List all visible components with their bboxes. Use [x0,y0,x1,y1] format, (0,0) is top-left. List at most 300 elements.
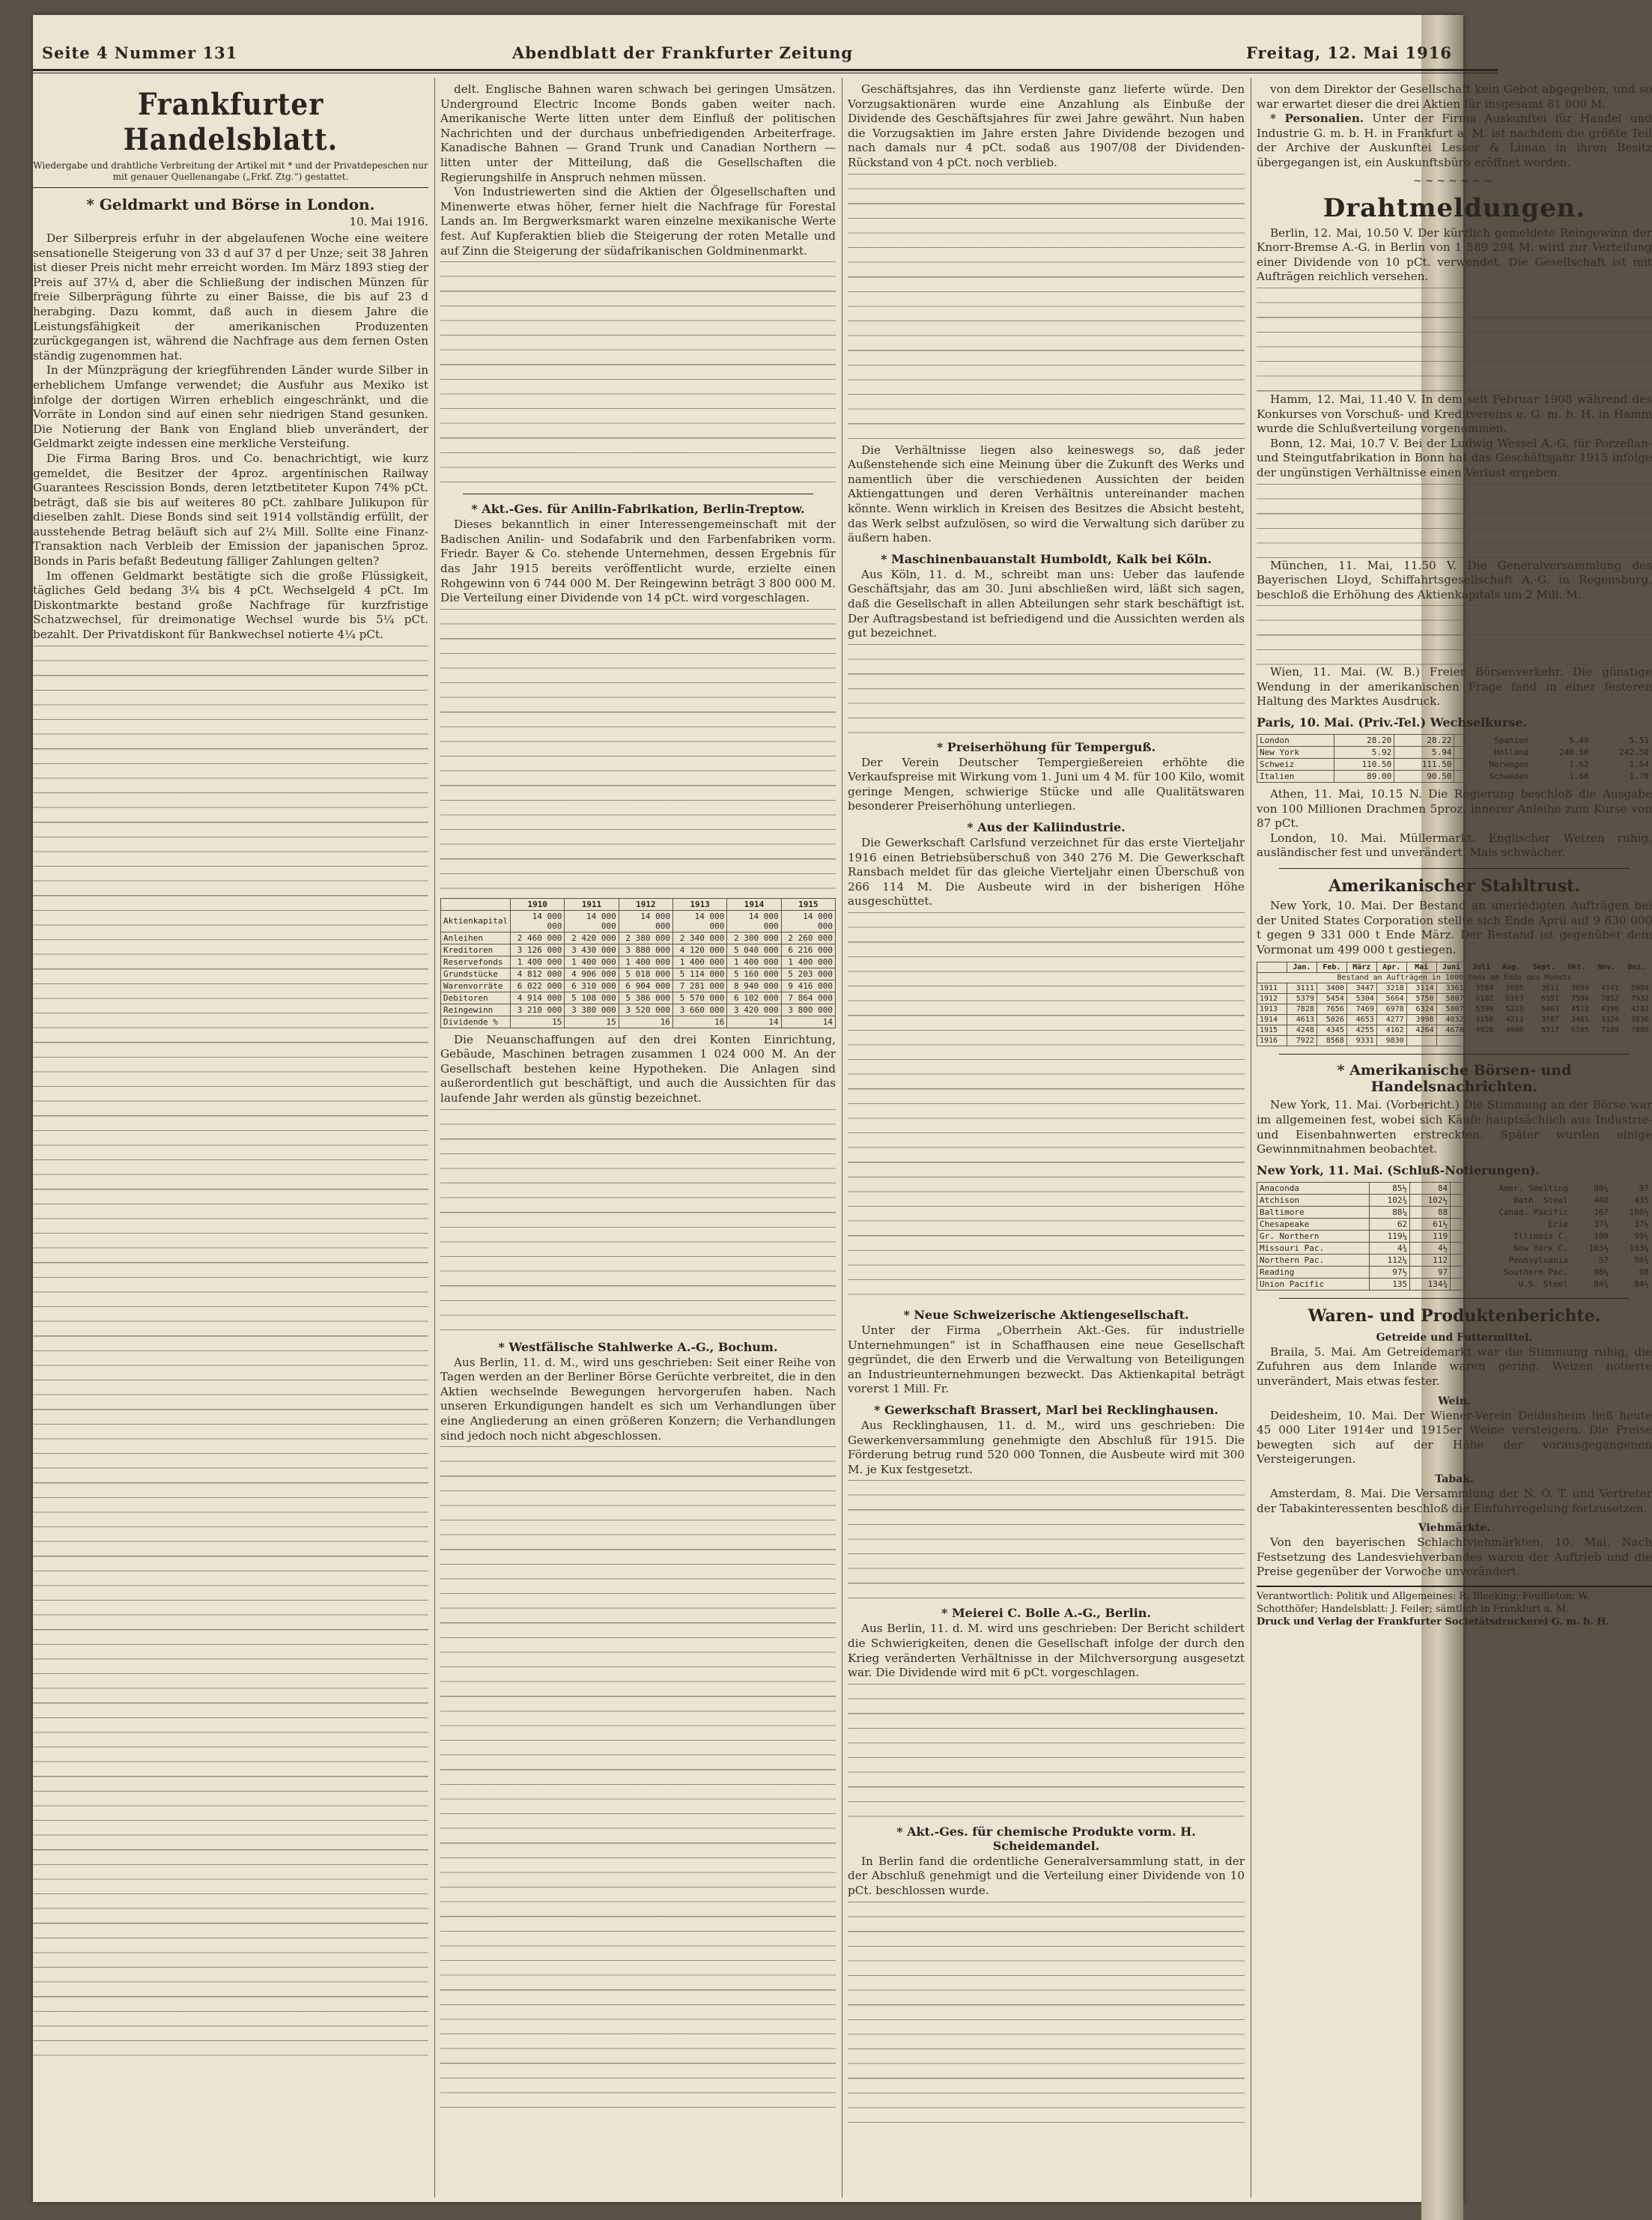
table-cell: 99½ [1611,1230,1651,1242]
paragraph: Dieses bekanntlich in einer Interessengemeinschaft mit der Badischen Anilin- und Sodafabrik und den Farbenfabriken vorm. Friedr. Bayer & Co. stehende Unternehmen, dessen Ergebnis für das Jahr 1915 bereits veröffentlicht wurde, erzielte einen Rohgewinn von 6 744 000 M. Der Reingewinn beträgt 3 800 000 M. Die Verteilung einer Dividende von 14 pCt. wird vorgeschlagen. [440,518,836,605]
table-cell: 9830 [1376,1036,1406,1046]
table-cell: 5 203 000 [781,968,835,980]
table-row [1257,771,1652,783]
table-cell: 5750 [1406,994,1436,1004]
table-cell: 4396 [1592,1004,1622,1015]
table-cell: 4928 [1466,1025,1496,1036]
table-header-cell: Mai [1406,962,1436,973]
paragraph: Die Firma Baring Bros. und Co. benachrichtigt, wie kurz gemeldet, die Besitzer der 4proz. argentinischen Railway Guarantees Rescission Bonds, deren letztbetiteter Kupon 74% pCt. beträgt, daß sie bis auf weiteres 80 pCt. zahlbare Julikupon für dieselben zahlt. Diese Bonds sind seit 1914 vollständig erfüllt, der ausstehende Betrag beläuft sich auf 2¼ Mill. Sollte eine Finanz-Transaktion nach Verbleib der Emission der japanischen 5proz. Bonds in Paris befaßt Bedeutung fälliger Zahlungen gelten? [33,451,428,568]
table-cell: 14 000 000 [511,910,565,932]
table-cell: London [1257,735,1334,747]
table-cell: 6324 [1406,1004,1436,1015]
table-cell: 84 [1410,1182,1451,1194]
paragraph: Aus Berlin, 11. d. M., wird uns geschrieben: Seit einer Reihe von Tagen werden an der Berliner Börse Gerüchte verbreitet, die in den Aktien wechselnde Bewegungen hervorgerufen haben. Nach unseren Erkundigungen handelt es sich um Verhandlungen über eine Angliederung an einen größeren Konzern; die Verhandlungen sind jedoch noch nicht abgeschlossen. [440,1355,836,1443]
article-personalien [1257,112,1652,170]
table-row [1257,1230,1652,1242]
table-cell: 4264 [1406,1025,1436,1036]
article-col3-body [848,82,1245,171]
paris-exchange-title: Paris, 10. Mai. (Priv.-Tel.) Wechselkurse. [1257,715,1528,730]
table-cell: 3 210 000 [511,1004,565,1016]
table-cell: 4345 [1317,1025,1346,1036]
table-cell: 14 000 000 [781,910,835,932]
table-cell: 3 660 000 [673,1004,727,1016]
table-row [441,992,836,1004]
table-cell: Beth. Steel [1451,1194,1571,1206]
table-cell: 4613 [1287,1015,1317,1025]
table-cell: 6 904 000 [619,980,672,992]
table-row [1257,1036,1652,1046]
table-cell: 5317 [1526,1025,1562,1036]
header-rule [33,69,1498,71]
paragraph: Geschäftsjahres, das ihn Verdienste ganz lieferte würde. Den Vorzugsaktionären wurde eine Anzahlung als Einbuße der Dividende des Geschäftsjahres für zwei Jahre gewährt. Nun haben die Vorzugsaktien im Jahre ersten Jahre Dividende bezogen und nach damals nur 4 pCt. sodaß aus 1907/08 der Dividenden-Rückstand von 4 pCt. noch verblieb. [848,82,1245,169]
wein-body [1257,1409,1652,1467]
table-cell: 2 460 000 [511,932,565,944]
table-cell: Grundstücke [441,968,511,980]
table-cell: 9 416 000 [781,980,835,992]
table-header-cell: 1911 [565,898,619,910]
continued-text-lines [848,1480,1245,1600]
table-cell: 3 800 000 [781,1004,835,1016]
table-header-cell: Okt. [1562,962,1592,973]
article-humboldt-body [848,568,1245,641]
section-title-personalien: * Personalien. [1270,112,1364,126]
table-cell: 14 [781,1016,835,1028]
stahltrust-heading: Amerikanischer Stahltrust. [1328,876,1580,897]
table-cell: 1 400 000 [781,956,835,968]
table-cell: 2 380 000 [619,932,672,944]
paragraph: Die Neuanschaffungen auf den drei Konten Einrichtung, Gebäude, Maschinen betragen zusammen 1 024 000 M. An der Gesellschaft bestehen keine Hypotheken. Die Anlagen sind außerordentlich gut beschäftigt, und auch die Aussichten für das laufende Jahr werden als günstig bezeichnet. [440,1032,836,1106]
ornament-rule: ~~~~~~~ [1412,175,1496,187]
table-cell: 5 386 000 [619,992,672,1004]
table-cell: 5304 [1346,994,1376,1004]
paragraph: Deidesheim, 10. Mai. Der Wiener-Verein Deidesheim ließ heute 45 000 Liter 1914er und 1915er Weine versteigern. Die Preise bewegten sich auf der Höhe der vorausgegangenen Versteigerungen. [1257,1408,1652,1467]
table-cell [1466,1036,1496,1046]
vieh-body [1257,1535,1652,1580]
table-row [441,932,836,944]
table-header-cell: 1910 [511,898,565,910]
table-cell: 6182 [1466,994,1496,1004]
table-cell: 7828 [1287,1004,1317,1015]
table-cell: 242.50 [1591,747,1651,759]
table-cell: 2 420 000 [565,932,619,944]
article-schweiz-body [848,1323,1245,1397]
table-header-cell: März [1346,962,1376,973]
table-cell [1562,1036,1592,1046]
table-cell: 6 310 000 [565,980,619,992]
continued-text-lines [440,609,836,894]
table-cell: 1 400 000 [727,956,781,968]
table-cell: 5379 [1287,994,1317,1004]
table-cell: 9331 [1346,1036,1376,1046]
table-cell: 1.62 [1531,759,1591,771]
article-separator [1279,868,1630,869]
paragraph: Die Gewerkschaft Carlsfund verzeichnet für das erste Vierteljahr 1916 einen Betriebsüberschuß von 340 276 M. Die Gewerkschaft Ransbach meldet für das gleiche Vierteljahr einen Überschuß von 266 114 M. Die Ausbeute wird in der bisherigen Höhe ausgeschüttet. [848,836,1245,909]
tabak-body [1257,1487,1652,1516]
table-cell: 5 570 000 [673,992,727,1004]
table-cell: 4 906 000 [565,968,619,980]
table-cell: 5454 [1317,994,1346,1004]
table-cell: 62 [1370,1218,1410,1230]
table-row [1257,1254,1652,1266]
table-header-cell: Dez. [1621,962,1651,973]
table-cell: Warenvorräte [441,980,511,992]
table-cell: Spanien [1454,735,1531,747]
table-cell: 3447 [1346,983,1376,994]
reprint-notice: Wiedergabe und drahtliche Verbreitung der Artikel mit * und der Privatdepeschen nur mit genauer Quellenangabe („Frkf. Ztg.“) gestattet. [33,160,428,188]
table-cell: 110.50 [1334,759,1394,771]
table-cell: 102¾ [1370,1194,1410,1206]
imprint-editors: Verantwortlich: Politik und Allgemeines: R. Bleeking; Feuilleton: W. Schotthöfer; Handelsblatt: J. Feiler; sämtlich in Frankfurt a. M. [1257,1590,1590,1615]
table-row [1257,1182,1652,1194]
table-cell: 7594 [1562,994,1592,1004]
table-row [441,980,836,992]
ny-section-heading: * Amerikanische Börsen- und Handelsnachrichten. [1337,1062,1572,1096]
getreide-body [1257,1345,1652,1389]
section-title-london: * Geldmarkt und Börse in London. [86,195,375,213]
table-cell: 3 380 000 [565,1004,619,1016]
article-brassert-body [848,1419,1245,1477]
continued-text-lines [1257,484,1652,559]
table-cell: 5.94 [1394,747,1454,759]
continued-text-lines [440,1109,836,1334]
table-row [1257,1025,1652,1036]
table-header-cell: Jan. [1287,962,1317,973]
paragraph: New York, 11. Mai. (Vorbericht.) Die Stimmung an der Börse war im allgemeinen fest, wobei sich Käufe hauptsächlich aus Industrie- und Eisenbahnwerten erstreckten. Später wurden einige Gewinnmitnahmen beobachtet. [1257,1098,1652,1156]
table-cell: 16 [619,1016,672,1028]
table-cell: 1 400 000 [619,956,672,968]
table-cell: Aktienkapital [441,910,511,932]
table-cell: 5 160 000 [727,968,781,980]
stahltrust-body [1257,899,1652,957]
paragraph: Hamm, 12. Mai, 11.40 V. In dem seit Februar 1908 während des Konkurses von Vorschuß- und Kreditvereins e. G. m. b. H. in Hamm wurde die Schlußverteilung vorgenommen. [1257,392,1652,436]
table-cell: 28.22 [1394,735,1454,747]
paragraph: London, 10. Mai. Müllermarkt. Englischer Weizen ruhig, ausländischer fest und unverändert. Mais schwächer. [1257,831,1652,860]
table-cell [1526,1036,1562,1046]
ny-quotes-title: New York, 11. Mai. (Schluß-Notierungen). [1257,1162,1540,1177]
table-cell: 1.70 [1591,771,1651,783]
table-cell: 16 [673,1016,727,1028]
getreide-subheading: Getreide und Futtermittel. [1376,1331,1533,1344]
table-cell: 97 [1410,1266,1451,1278]
table-cell: Reading [1257,1266,1370,1278]
imprint-publisher: Druck und Verlag der Frankfurter Societätsdruckerei G. m. b. H. [1257,1616,1610,1628]
table-cell: 4653 [1346,1015,1376,1025]
table-cell: 4908 [1496,1025,1526,1036]
table-cell: 7932 [1621,994,1651,1004]
table-cell: 166½ [1611,1206,1651,1218]
table-cell: 6978 [1376,1004,1406,1015]
table-cell: 1911 [1257,983,1287,994]
paragraph: Der Silberpreis erfuhr in der abgelaufenen Woche eine weitere sensationelle Steigerung von 33 d auf 37 d per Unze; seit 38 Jahren ist dieser Preis nicht mehr erreicht worden. Im März 1893 stieg der Preis auf 37¼ d, aber die Schließung der indischen Münzen für freie Silberprägung führte zu einer Baisse, die bis auf 23 d herabging. Dazu kommt, daß auch in diesem Jahre die Leistungsfähigkeit der amerikanischen Produzenten zurückgegangen ist, während die Nachfrage aus dem fernen Osten ständig zugenommen hat. [33,231,428,363]
table-cell: 134¾ [1410,1278,1451,1290]
table-cell [1496,1036,1526,1046]
table-row [1257,1278,1652,1290]
table-cell: 7 864 000 [781,992,835,1004]
table-cell: 3695 [1496,983,1526,994]
table-cell: 5.51 [1591,735,1651,747]
table-row [441,1016,836,1028]
table-header-cell [1257,962,1287,973]
ny-body [1257,1098,1652,1156]
table-cell: 3 420 000 [727,1004,781,1016]
table-cell: Anleihen [441,932,511,944]
table-cell: Schweden [1454,771,1531,783]
table-cell: Kreditoren [441,944,511,956]
table-cell: 3998 [1406,1015,1436,1025]
table-cell: 3400 [1317,983,1346,994]
paragraph [1257,112,1652,170]
table-cell: 7922 [1287,1036,1317,1046]
table-cell: 97 [1611,1182,1651,1194]
paragraph: Berlin, 12. Mai, 10.50 V. Der kürzlich gemeldete Reingewinn der Knorr-Bremse A.-G. in Berlin von 1 589 294 M. wird zur Verteilung einer Dividende von 10 pCt. verwendet. Die Gesellschaft ist mit Aufträgen reichlich versehen. [1257,225,1652,284]
table-cell: 4282 [1621,1004,1651,1015]
paragraph: Im offenen Geldmarkt bestätigte sich die große Flüssigkeit, tägliches Geld bedang 3¼ bis 4 pCt. Wechselgeld 4 pCt. Im Diskontmarkte bestand große Nachfrage für kurzfristige Schatzwechsel, für dreimonatige Wechsel wurde bis 5¼ pCt. bezahlt. Der Privatdiskont für Bankwechsel notierte 4¼ pCt. [33,568,428,642]
section-title-schweizerische: * Neue Schweizerische Aktiengesellschaft. [903,1308,1189,1323]
paragraph: Bonn, 12. Mai, 10.7 V. Bei der Ludwig Wessel A.-G. für Porzellan- und Steingutfabrikation in Bonn hat das Geschäftsjahr 1915 infolge der ungünstigen Verhältnisse einen Verlust ergeben. [1257,436,1652,479]
continued-text-lines [1257,288,1652,392]
drahtmeldungen-continued [1257,392,1652,481]
continued-text-lines [848,912,1245,1302]
table-cell: 37¾ [1570,1218,1611,1230]
table-cell: 3111 [1287,983,1317,994]
table-cell [1621,1036,1651,1046]
table-cell: 5.49 [1531,735,1591,747]
table-cell: 5807 [1436,1004,1466,1015]
paragraph: Athen, 11. Mai, 10.15 N. Die Regierung beschloß die Ausgabe von 100 Millionen Drachmen 5proz. innerer Anleihe zum Kurse von 87 pCt. [1257,787,1652,831]
drahtmeldungen-wien [1257,665,1652,709]
table-cell: Reservefonds [441,956,511,968]
table-cell: Holland [1454,747,1531,759]
paris-exchange-table [1257,734,1652,783]
handelsblatt-masthead: Frankfurter Handelsblatt. [123,87,338,157]
table-cell: 112 [1410,1254,1451,1266]
paragraph: Aus Berlin, 11. d. M. wird uns geschrieben: Der Bericht schildert die Schwierigkeiten, denen die Gesellschaft infolge der durch den Krieg veränderten Verhältnisse in der Milchversorgung ausgesetzt war. Die Dividende wird mit 6 pCt. vorgeschlagen. [848,1622,1245,1680]
table-cell: 3787 [1526,1015,1562,1025]
table-cell: 103¼ [1611,1242,1651,1254]
paragraph: Braila, 5. Mai. Am Getreidemarkt war die Stimmung ruhig; die Zufuhren aus dem Inlande waren gering. Weizen notierte unverändert, Mais etwas fester. [1257,1344,1652,1388]
section-title-temperguss: * Preiserhöhung für Temperguß. [936,739,1156,754]
column-1 [33,82,428,2195]
table-cell: 28.20 [1334,735,1394,747]
table-row [441,910,836,932]
section-title-scheidemandel: * Akt.-Ges. für chemische Produkte vorm. H. Scheidemandel. [896,1824,1196,1853]
table-cell: Anaconda [1257,1182,1370,1194]
table-cell: 5003 [1526,1004,1562,1015]
table-cell: 3361 [1436,983,1466,994]
table-cell: 1913 [1257,1004,1287,1015]
table-header-cell: Apr. [1376,962,1406,973]
table-cell: 4162 [1376,1025,1406,1036]
personalien-body: Unter der Firma Auskunftei für Handel und Industrie G. m. b. H. in Frankfurt a. M. ist nachdem die größte Teil der Archive der Auskunftei Lesser & Liman in ihren Besitz übergegangen ist, ein Auskunftsbüro eröffnet worden. [1257,112,1652,169]
table-header-cell: 1913 [673,898,727,910]
table-cell: 103½ [1570,1242,1611,1254]
paragraph: In Berlin fand die ordentliche Generalversammlung statt, in der der Abschluß genehmigt und die Verteilung einer Dividende von 10 pCt. beschlossen wurde. [848,1854,1245,1897]
table-cell: 8 940 000 [727,980,781,992]
table-cell [1436,1036,1466,1046]
table-cell: Missouri Pac. [1257,1242,1370,1254]
table-cell: 90.50 [1394,771,1454,783]
table-cell: 1915 [1257,1025,1287,1036]
table-cell: 5 018 000 [619,968,672,980]
table-cell: 3611 [1526,983,1562,994]
table-cell: 6165 [1562,1025,1592,1036]
table-header-cell [441,898,511,910]
table-cell: 7469 [1346,1004,1376,1015]
table-header-cell: 1912 [619,898,672,910]
table-cell: Canad. Pacific [1451,1206,1571,1218]
table-cell: 6 216 000 [781,944,835,956]
paragraph: Von Industriewerten sind die Aktien der Ölgesellschaften und Minenwerte etwas höher, ferner hielt die Nachfrage für Forestal Lands an. Im Bergwerksmarkt waren einzelne mexikanische Werte fest. Auf Kupferaktien blieb die Steigerung der roten Metalle und auf Zinn die Steigerung der südafrikanischen Goldminenmarkt. [440,185,836,258]
column-3 [848,82,1245,2195]
header-date: Freitag, 12. Mai 1916 [1246,43,1452,62]
table-cell: 8568 [1317,1036,1346,1046]
table-row [441,968,836,980]
article-temperguss-body [848,756,1245,814]
section-title-bolle: * Meierei C. Bolle A.-G., Berlin. [941,1606,1151,1621]
table-row [1257,735,1652,747]
table-row [1257,1194,1652,1206]
table-cell: Southern Pac. [1451,1266,1571,1278]
page-header [33,43,1498,70]
table-cell: 84½ [1611,1278,1651,1290]
tabak-subheading: Tabak. [1435,1473,1474,1485]
article-separator [1279,1054,1630,1055]
continued-text-lines [33,646,428,2069]
table-cell: 119 [1410,1230,1451,1242]
table-cell: 1.64 [1591,759,1651,771]
table-cell: 1914 [1257,1015,1287,1025]
table-cell: 3324 [1592,1015,1622,1025]
table-cell: 4 914 000 [511,992,565,1004]
table-cell: U.S. Steel [1451,1278,1571,1290]
section-title-anilin: * Akt.-Ges. für Anilin-Fabrikation, Berlin-Treptow. [471,502,805,517]
table-cell: New York C. [1451,1242,1571,1254]
article-westfaelische-body [440,1356,836,1444]
article-separator [1279,1298,1630,1299]
table-header-cell: Juni [1436,962,1466,973]
table-cell: 135 [1370,1278,1410,1290]
table-cell: Debitoren [441,992,511,1004]
continued-text-lines [440,261,836,486]
table-cell: 2 340 000 [673,932,727,944]
table-header-cell: Feb. [1317,962,1346,973]
table-cell: 4678 [1436,1025,1466,1036]
table-cell: 100 [1570,1230,1611,1242]
table-cell: 14 000 000 [565,910,619,932]
table-cell: Gr. Northern [1257,1230,1370,1242]
table-cell: 14 000 000 [673,910,727,932]
column-4 [1257,82,1652,2195]
table-cell: 4141 [1592,983,1622,994]
continued-text-lines [848,1902,1245,2126]
table-row [1257,1206,1652,1218]
column-rule-1 [434,78,435,2198]
table-header-cell: Aug. [1496,962,1526,973]
table-cell: Northern Pac. [1257,1254,1370,1266]
header-newspaper-title: Abendblatt der Frankfurter Zeitung [512,43,854,62]
table-cell: 3 430 000 [565,944,619,956]
table-cell: 435 [1611,1194,1651,1206]
table-header-cell: 1915 [781,898,835,910]
drahtmeldungen-continued-2 [1257,559,1652,603]
waren-heading: Waren- und Produktenberichte. [1308,1305,1601,1326]
table-row [1257,747,1652,759]
table-cell: Union Pacific [1257,1278,1370,1290]
table-cell: 5 108 000 [565,992,619,1004]
paragraph: von dem Direktor der Gesellschaft kein Gebot abgegeben, und so war erwartet dieser die drei Aktien für insgesamt 81 000 M. [1257,82,1652,111]
table-cell: 5807 [1436,994,1466,1004]
table-cell: 15 [511,1016,565,1028]
table-row [1257,1015,1652,1025]
table-cell: Erie [1451,1218,1571,1230]
drahtmeldungen-body [1257,226,1652,285]
table-cell: 3 880 000 [619,944,672,956]
table-cell: 3584 [1466,983,1496,994]
drahtmeldungen-heading: Drahtmeldungen. [1322,192,1586,223]
table-cell: Illinois C. [1451,1230,1571,1242]
table-cell: Baltimore [1257,1206,1370,1218]
table-cell [1406,1036,1436,1046]
table-cell: 4158 [1466,1015,1496,1025]
table-cell [1592,1036,1622,1046]
table-row [441,1004,836,1016]
table-row [1257,1004,1652,1015]
section-title-humboldt: * Maschinenbauanstalt Humboldt, Kalk bei Köln. [881,551,1212,566]
imprint [1257,1586,1652,1628]
table-cell: 6551 [1526,994,1562,1004]
continued-text-lines [1257,605,1652,665]
table-cell: 5664 [1376,994,1406,1004]
article-bolle-body [848,1622,1245,1680]
continued-text-lines [440,1446,836,2120]
paragraph: Amsterdam, 8. Mai. Die Versammlung der N. O. T. und Vertreter der Tabakinteressenten beschloß die Einfuhrregelung fortzusetzen. [1257,1486,1652,1515]
article-date: 10. Mai 1916. [349,215,428,228]
table-cell: Amer. Smelting [1451,1182,1571,1194]
table-cell: 5084 [1621,983,1651,994]
continued-text-lines [848,174,1245,443]
paragraph: Aus Recklinghausen, 11. d. M., wird uns geschrieben: Die Gewerkenversammlung genehmigte den Abschluß für 1915. Die Förderung betrug rund 520 000 Tonnen, die Ausbeute wird mit 300 M. je Kux festgesetzt. [848,1419,1245,1476]
table-cell: 5.92 [1334,747,1394,759]
table-cell: 7656 [1317,1004,1346,1015]
table-cell: 98¼ [1570,1182,1611,1194]
table-cell: 3 520 000 [619,1004,672,1016]
table-cell: 37½ [1611,1218,1651,1230]
table-cell: 3114 [1406,983,1436,994]
table-cell: 98¼ [1570,1266,1611,1278]
table-cell: 5 040 000 [727,944,781,956]
table-cell: 7189 [1592,1025,1622,1036]
table-cell: 14 [727,1016,781,1028]
stahltrust-orders-table [1257,962,1652,1046]
table-cell: 89.00 [1334,771,1394,783]
header-page-number: Seite 4 Nummer 131 [42,43,238,62]
table-cell: 4255 [1346,1025,1376,1036]
article-scheidemandel-body [848,1854,1245,1899]
table-cell: 1.68 [1531,771,1591,783]
table-cell: 5026 [1317,1015,1346,1025]
table-header-cell: Sept. [1526,962,1562,973]
section-title-kaliindustrie: * Aus der Kaliindustrie. [967,820,1126,835]
table-cell: New York [1257,747,1334,759]
vieh-subheading: Viehmärkte. [1418,1522,1491,1535]
section-title-brassert: * Gewerkschaft Brassert, Marl bei Recklinghausen. [874,1403,1218,1417]
article-col3-continued [848,443,1245,546]
table-cell: 5 114 000 [673,968,727,980]
wein-subheading: Wein. [1438,1395,1471,1407]
table-cell: Dividende % [441,1016,511,1028]
paragraph: Aus Köln, 11. d. M., schreibt man uns: Ueber das laufende Geschäftsjahr, das am 30. Juni abschließen wird, läßt sich sagen, daß die Gesellschaft in allen Abteilungen sehr stark beschäftigt ist. Der Auftragsbestand ist befriedigend und die Aussichten werden als gut bezeichnet. [848,567,1245,640]
table-cell: 61½ [1410,1218,1451,1230]
